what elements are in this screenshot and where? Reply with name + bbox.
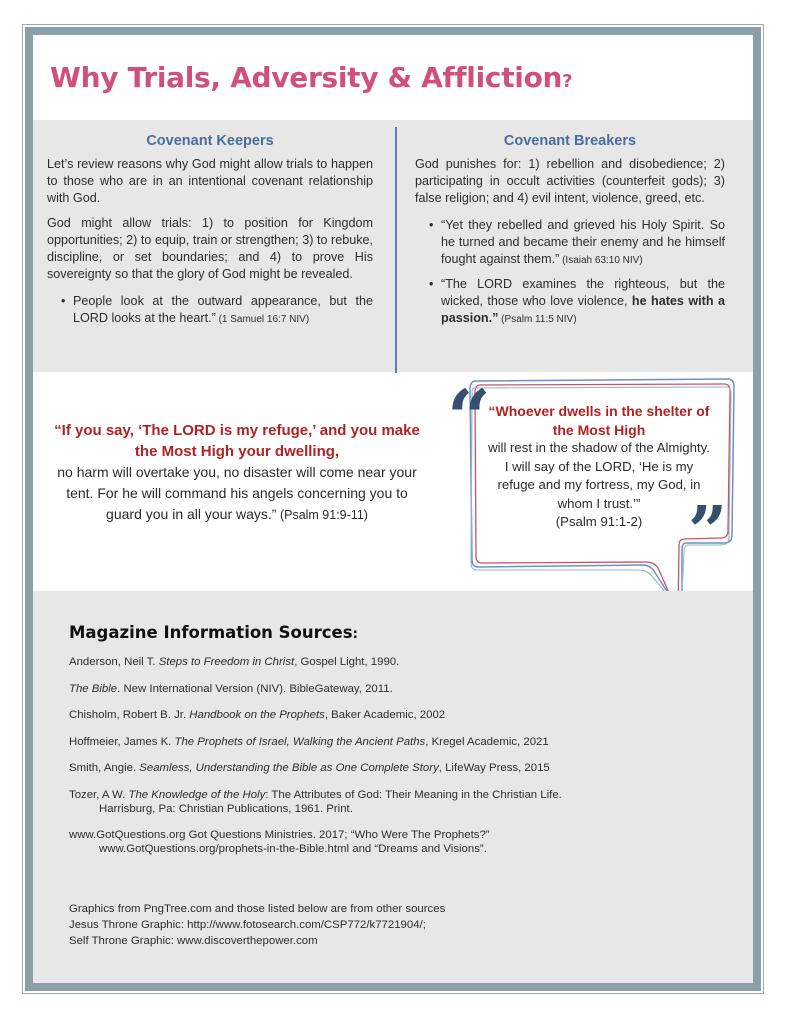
bullet-text: “Yet they rebelled and grieved his Holy Spirit. So he turned and became their enemy and he himself fought against them.” — [441, 218, 725, 266]
source-continuation: www.GotQuestions.org/prophets-in-the-Bible.html and “Dreams and Visions”. — [99, 843, 487, 855]
sources-heading — [69, 623, 358, 642]
bullet-reference: (Isaiah 63:10 NIV) — [559, 255, 643, 266]
source-entry — [69, 828, 739, 856]
page — [33, 35, 753, 983]
bullet-reference: (1 Samuel 16:7 NIV) — [215, 314, 310, 325]
source-title: The Knowledge of the Holy — [128, 788, 266, 801]
source-entry — [69, 682, 739, 696]
source-entry — [69, 735, 739, 749]
source-author: Tozer, A W. — [69, 788, 129, 801]
credit-line: Graphics from PngTree.com and those listed below are from other sources — [69, 903, 446, 915]
keepers-paragraph-2: God might allow trials: 1) to position for Kingdom opportunities; 2) to equip, train or strengthen; 3) to rebuke, discipline, or set boundaries; and 4) to prove His sovereignty so that the glory of God might be revealed. — [47, 216, 373, 281]
covenant-keepers-column — [47, 133, 373, 335]
credit-line: Self Throne Graphic: www.discoverthepower.com — [69, 935, 318, 947]
source-publisher: , Gospel Light, 1990. — [294, 656, 400, 668]
source-author: Chisholm, Robert B. Jr. — [69, 709, 190, 721]
covenant-breakers-heading: Covenant Breakers — [503, 133, 637, 149]
quote-highlight: “If you say, ‘The LORD is my refuge,’ and you make the Most High your dwelling, — [54, 422, 420, 460]
source-title: The Prophets of Israel, Walking the Ancient Paths — [174, 735, 426, 748]
breakers-bullet — [429, 217, 725, 269]
close-quote-icon: ” — [688, 492, 728, 572]
bullet-bold-text: he hates with a passion.” — [441, 294, 725, 325]
quote-body — [47, 462, 427, 526]
sources-list — [69, 655, 739, 869]
open-quote-icon: “ — [447, 373, 491, 462]
bullet-reference: (Psalm 11:5 NIV) — [498, 314, 577, 325]
title-question-mark: ? — [562, 71, 573, 92]
breakers-paragraph-1: God punishes for: 1) rebellion and disobedience; 2) participating in occult activities (counterfeit gods); 3) false religion; and 4) evil intent, violence, greed, etc. — [415, 157, 725, 205]
covenant-keepers-heading: Covenant Keepers — [146, 133, 274, 149]
source-entry — [69, 708, 739, 722]
bubble-quote-highlight: “Whoever dwells in the shelter of the Most High — [488, 403, 710, 438]
psalm-91-1-quote — [488, 402, 710, 532]
source-publisher: , Baker Academic, 2002 — [324, 709, 446, 721]
source-author: www.GotQuestions.org Got Questions Ministries. 2017; “Who Were The Prophets?” — [69, 829, 490, 841]
source-entry — [69, 788, 739, 816]
psalm-91-9-quote — [47, 420, 427, 526]
source-author: Anderson, Neil T. — [69, 656, 159, 668]
quote-body-text: no harm will overtake you, no disaster will come near your tent. For he will command his angels concerning you to guard you in all your ways.” — [57, 464, 417, 522]
covenant-breakers-column — [415, 133, 725, 335]
sources-heading-text: Magazine Information Sources — [69, 623, 353, 642]
source-title: Seamless, Understanding the Bible as One Complete Story — [139, 762, 439, 774]
source-title: Handbook on the Prophets — [189, 709, 325, 721]
source-publisher: , Kregel Academic, 2021 — [425, 735, 549, 748]
breakers-bullet-list — [415, 217, 725, 328]
source-title: Steps to Freedom in Christ — [158, 656, 295, 668]
source-publisher: , LifeWay Press, 2015 — [438, 762, 550, 774]
bubble-quote-citation: (Psalm 91:1-2) — [555, 514, 643, 529]
bullet-text: “The LORD examines the righteous, but the wicked, those who love violence, — [441, 277, 725, 308]
sources-heading-colon: : — [352, 627, 358, 642]
source-continuation: Harrisburg, Pa: Christian Publications, 1961. Print. — [99, 802, 353, 815]
source-author: Hoffmeier, James K. — [69, 735, 175, 748]
graphics-credits — [69, 901, 739, 949]
quote-citation: (Psalm 91:9-11) — [276, 508, 368, 522]
source-author: Smith, Angie. — [69, 762, 140, 774]
breakers-bullet — [429, 276, 725, 328]
column-divider — [395, 127, 397, 373]
bubble-quote-body: will rest in the shadow of the Almighty. I will say of the LORD, ‘He is my refuge and my fortress, my God, in whom I trust.’” — [488, 440, 710, 511]
keepers-bullet — [61, 293, 373, 328]
source-entry — [69, 761, 739, 775]
bullet-text: People look at the outward appearance, but the LORD looks at the heart.” — [73, 294, 373, 325]
source-entry — [69, 655, 739, 669]
title-text: Why Trials, Adversity & Affliction — [50, 61, 563, 94]
source-title: The Bible — [69, 682, 118, 695]
source-publisher: . New International Version (NIV). BibleGateway, 2011. — [117, 682, 393, 695]
page-title — [50, 61, 572, 94]
credit-line: Jesus Throne Graphic: http://www.fotosearch.com/CSP772/k7721904/; — [69, 919, 426, 931]
keepers-paragraph-1: Let’s review reasons why God might allow trials to happen to those who are in an intentional covenant relationship with God. — [47, 157, 373, 205]
keepers-bullet-list — [47, 293, 373, 328]
source-publisher: : The Attributes of God: Their Meaning in the Christian Life. — [265, 788, 562, 801]
